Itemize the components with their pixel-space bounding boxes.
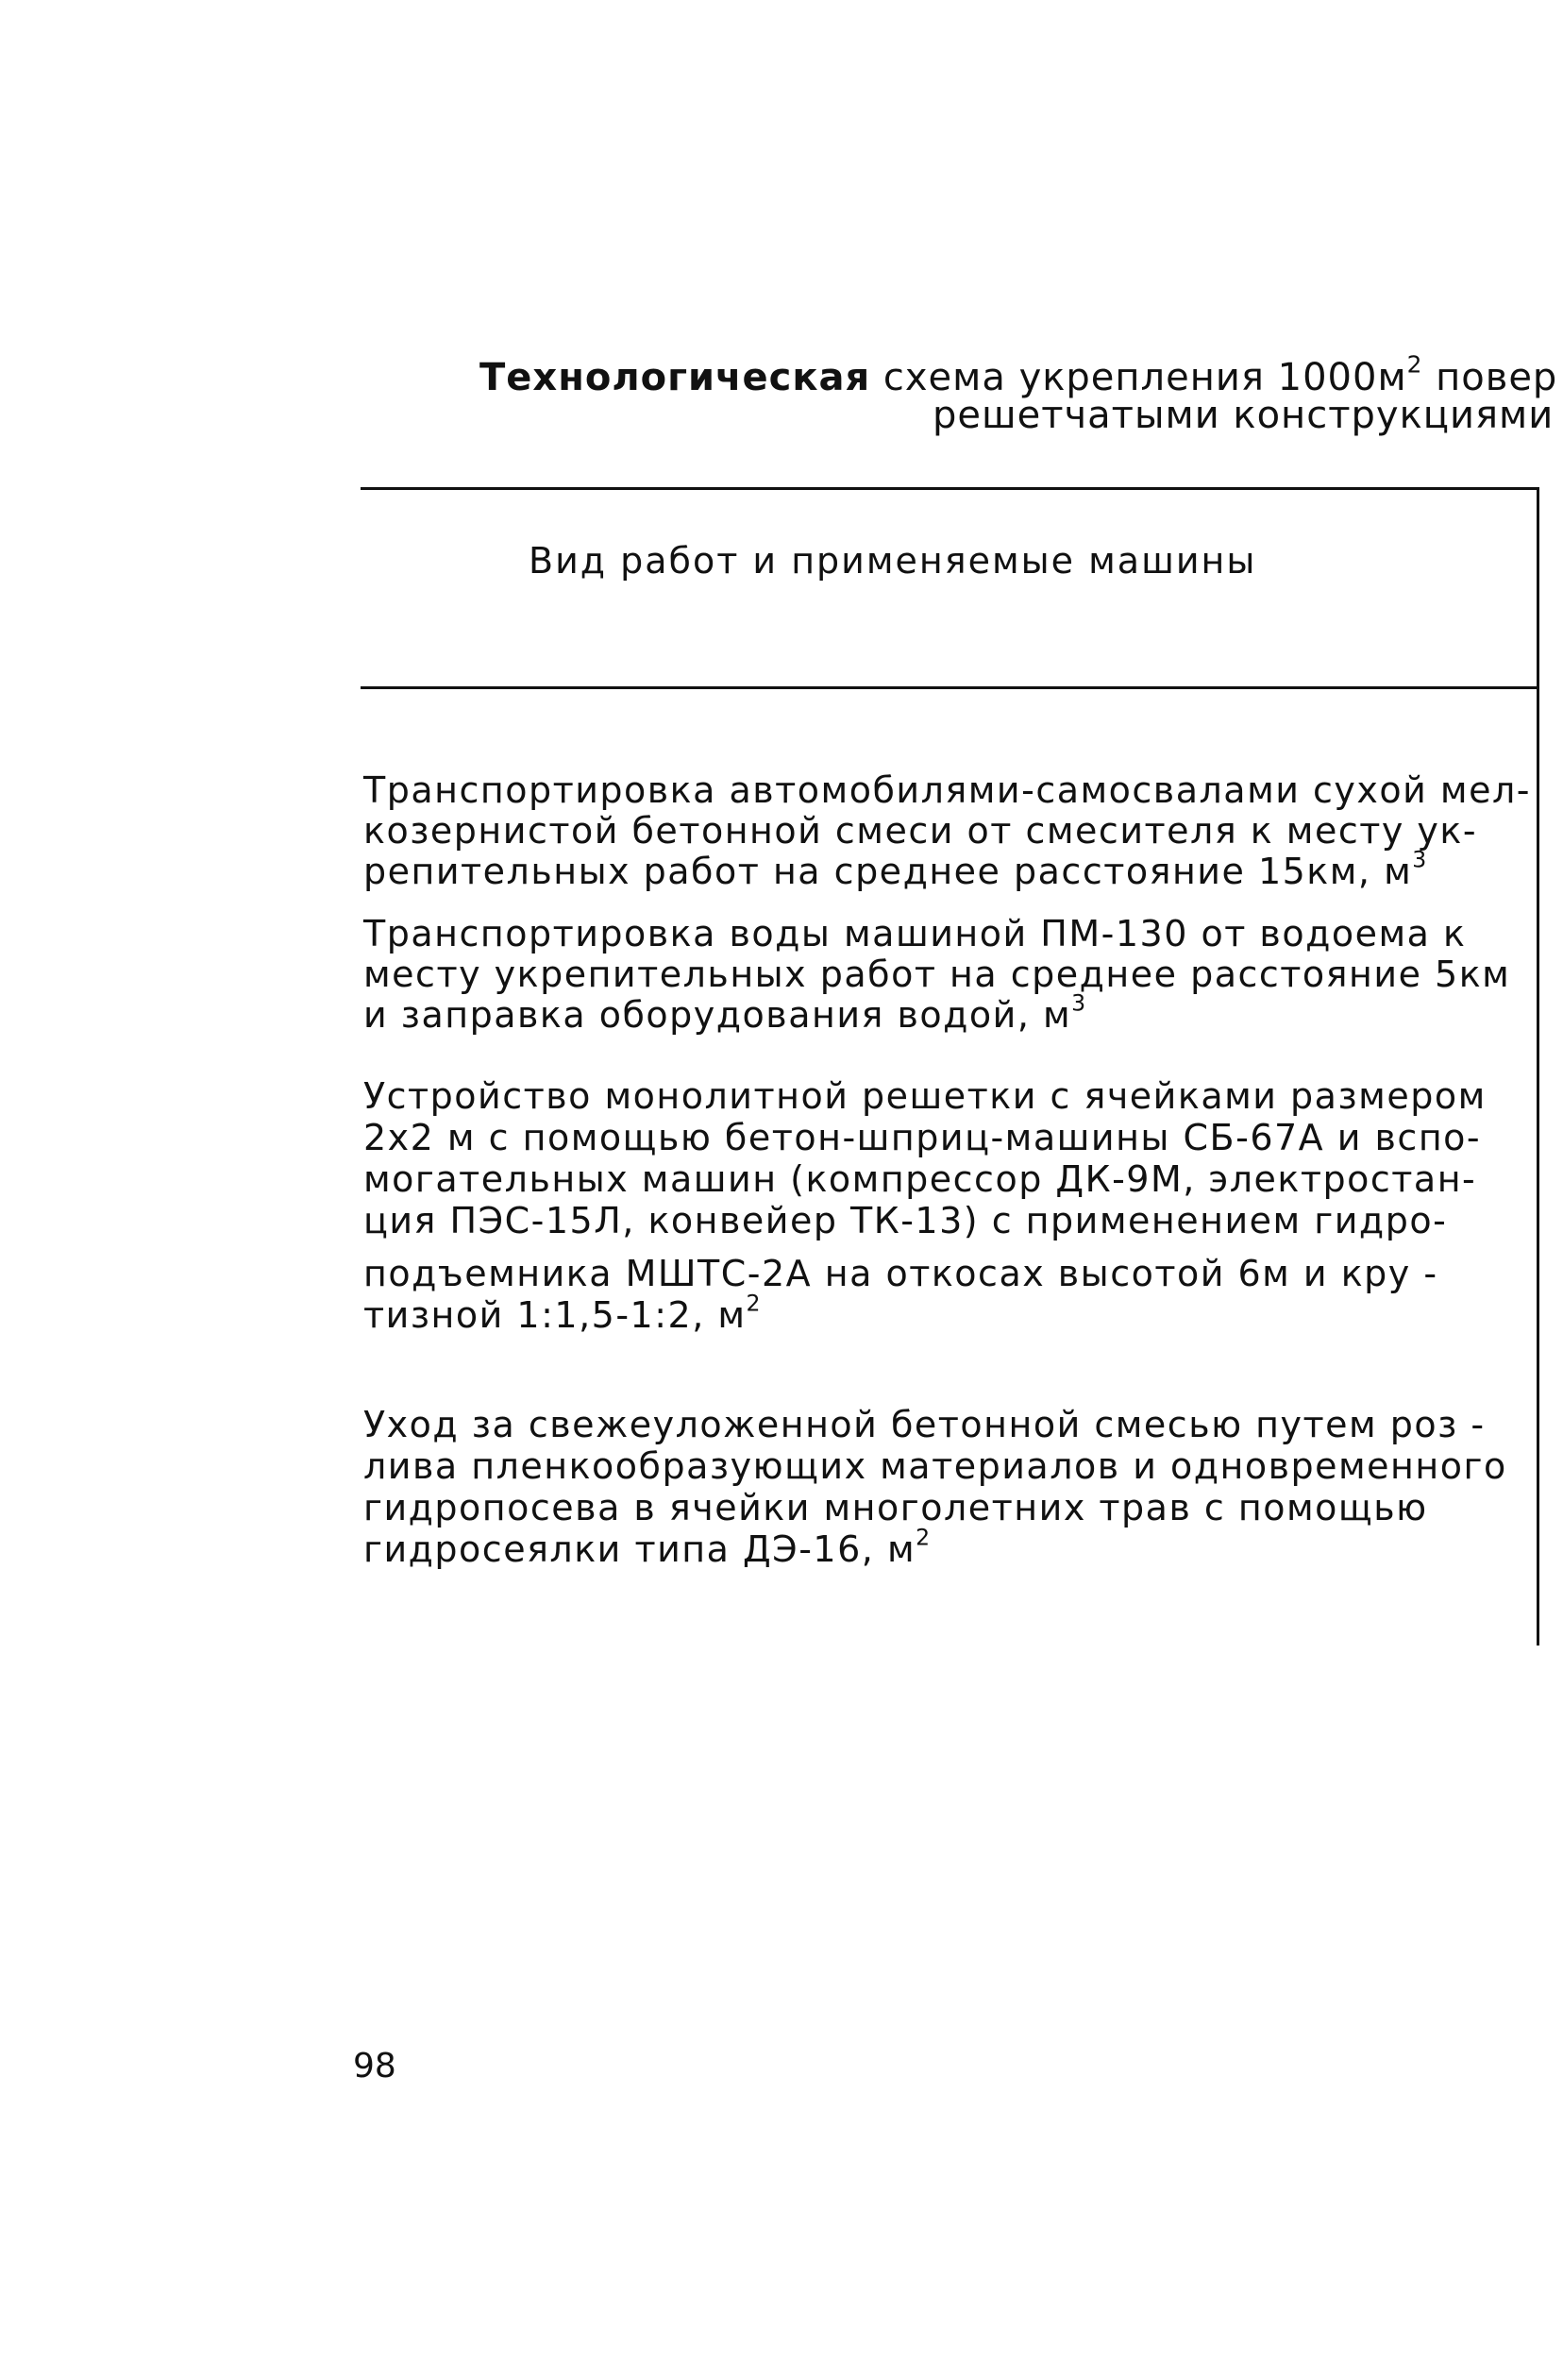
unit-superscript: 3 (1412, 846, 1428, 873)
operation-3-line-6 (363, 1290, 762, 1336)
operation-4-line-1: Уход за свежеуложенной бетонной смесью путем роз - (363, 1404, 1486, 1445)
operation-4-line-4 (363, 1524, 932, 1570)
operation-2-line-2: месту укрепительных работ на среднее расстояние 5км (363, 954, 1511, 995)
operation-1-line-3-text: репительных работ на среднее расстояние 15км, м (363, 851, 1413, 892)
operation-1-line-3 (363, 846, 1428, 892)
table-top-rule (361, 487, 1538, 490)
table-header-bottom-rule (361, 686, 1538, 689)
operation-3-line-3: могательных машин (компрессор ДК-9М, электростан- (363, 1158, 1477, 1200)
operation-2-line-1: Транспортировка воды машиной ПМ-130 от водоема к (363, 913, 1467, 954)
operation-4-line-4-text: гидросеялки типа ДЭ-16, м (363, 1528, 916, 1570)
title-tail: повер (1422, 356, 1558, 399)
title-text: схема укрепления 1000м (870, 356, 1407, 399)
operation-3-line-2: 2х2 м с помощью бетон-шприц-машины СБ-67А и вспо- (363, 1117, 1482, 1158)
unit-superscript: 2 (916, 1524, 932, 1551)
operation-2-line-3 (363, 989, 1087, 1036)
unit-superscript: 2 (746, 1290, 762, 1317)
table-right-rule (1537, 487, 1539, 1646)
operation-4-line-2: лива пленкообразующих материалов и одновременного (363, 1445, 1507, 1487)
document-title-line-2: решетчатыми конструкциями (933, 394, 1555, 437)
operation-3-line-6-text: тизной 1:1,5-1:2, м (363, 1294, 747, 1336)
title-bold-word: Технологическая (479, 356, 871, 399)
operation-3-line-4: ция ПЭС-15Л, конвейер ТК-13) с применением гидро- (363, 1200, 1448, 1241)
operation-4-line-3: гидропосева в ячейки многолетних трав с помощью (363, 1487, 1428, 1528)
unit-superscript: 3 (1071, 989, 1087, 1017)
table-header-label: Вид работ и применяемые машины (529, 540, 1257, 582)
operation-3-line-1: Устройство монолитной решетки с ячейками размером (363, 1075, 1487, 1117)
operation-1-line-1: Транспортировка автомобилями-самосвалами сухой мел- (363, 769, 1531, 811)
operation-3-line-5: подъемника МШТС-2А на откосах высотой 6м и кру - (363, 1253, 1438, 1294)
operation-1-line-2: козернистой бетонной смеси от смесителя к месту ук- (363, 810, 1478, 852)
operation-2-line-3-text: и заправка оборудования водой, м (363, 994, 1072, 1036)
title-superscript: 2 (1406, 350, 1423, 379)
page-number: 98 (353, 2047, 396, 2085)
document-title-line-1 (479, 350, 1558, 399)
